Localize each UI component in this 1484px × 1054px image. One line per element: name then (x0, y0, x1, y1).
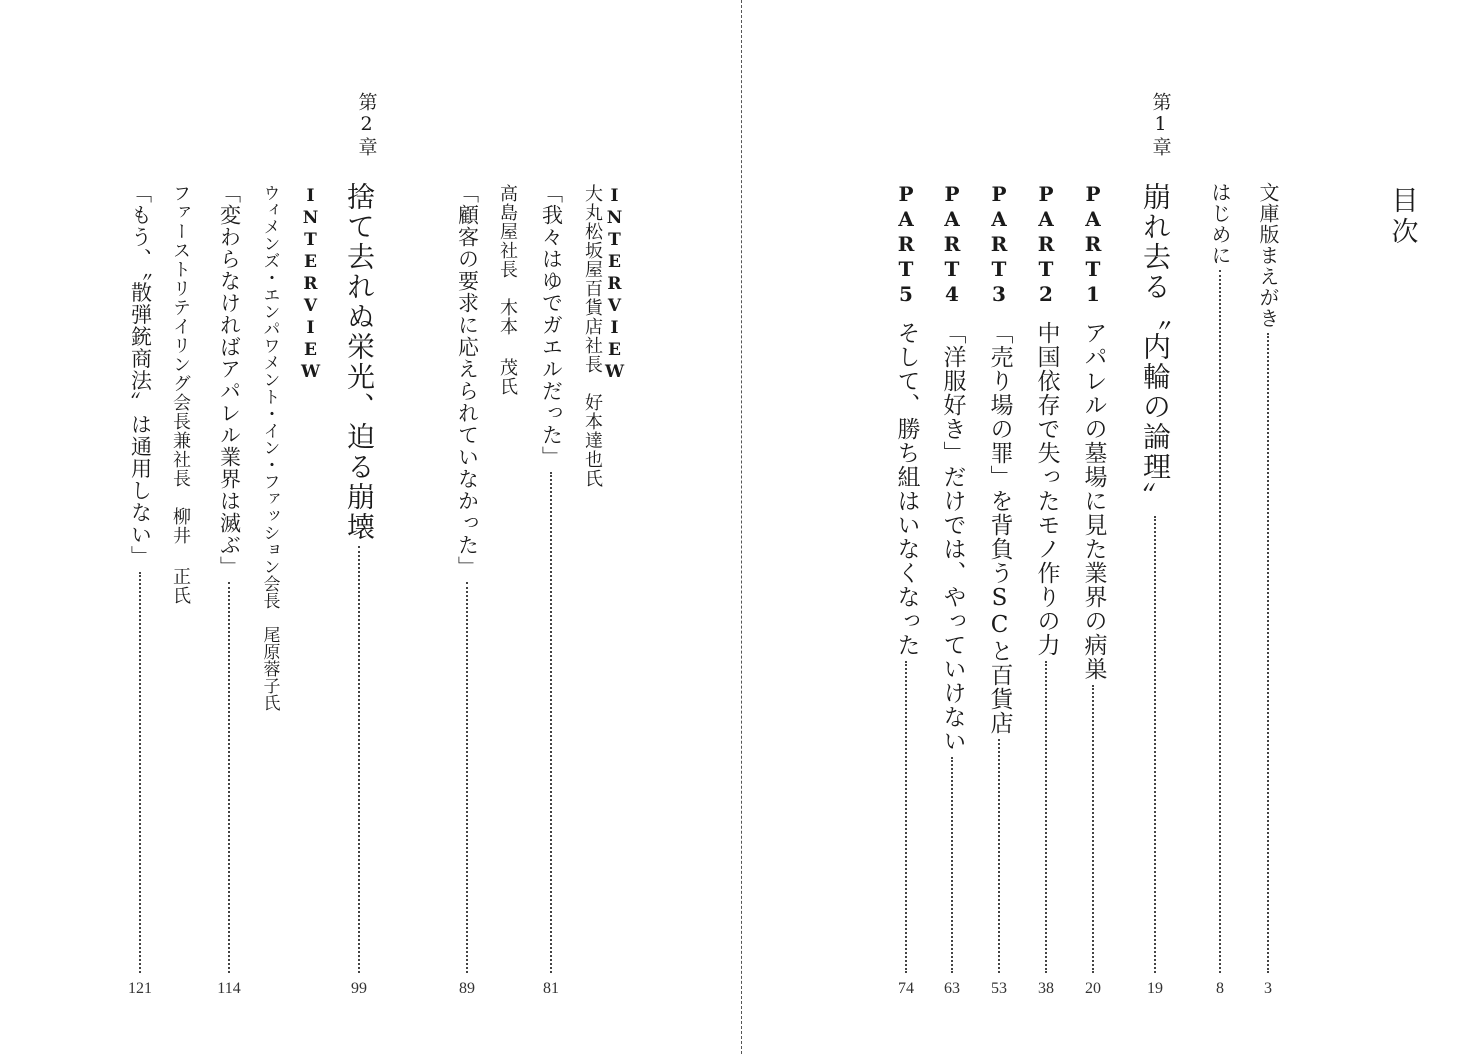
leader-dots (1045, 661, 1047, 973)
chapter1-entry[interactable] (1139, 182, 1172, 997)
part4-entry[interactable] (941, 182, 964, 997)
toc-heading: 目次 (1386, 186, 1418, 248)
part-title: 中国依存で失ったモノ作りの力 (1033, 321, 1060, 657)
page-number: 3 (1264, 980, 1272, 997)
leader-dots (550, 472, 552, 973)
part2-entry[interactable] (1035, 182, 1058, 997)
page-number: 114 (217, 980, 241, 997)
interview2-entry2[interactable]: 「もう、〝散弾銃商法〟は通用しない」 121 (128, 182, 153, 997)
interview2-label: INTERVIEW (300, 186, 321, 384)
page-number: 53 (991, 980, 1007, 997)
part-title: そして、勝ち組はいなくなった (893, 321, 920, 657)
maegaki-entry[interactable]: 文庫版まえがき 3 (1256, 182, 1280, 997)
leader-dots (1092, 685, 1094, 973)
part-label: PART4 (940, 182, 964, 307)
leader-dots (1219, 270, 1221, 973)
chapter2-label: 第2章 (355, 92, 378, 158)
part-title: 「洋服好き」だけでは、やっていけない (939, 321, 966, 753)
part-label: PART2 (1034, 182, 1058, 307)
leader-dots (905, 661, 907, 973)
page-number: 121 (128, 980, 152, 997)
page-number: 63 (944, 980, 960, 997)
hajimeni-entry[interactable]: はじめに 8 (1208, 182, 1232, 997)
page-number: 20 (1085, 980, 1101, 997)
part1-entry[interactable] (1082, 182, 1105, 997)
leader-dots (1154, 516, 1156, 973)
chapter1-label: 第1章 (1149, 92, 1172, 158)
leader-dots (466, 582, 468, 973)
part-label: PART1 (1081, 182, 1105, 307)
interview1-entry[interactable]: 「我々はゆでガエルだった」 81 (539, 182, 564, 997)
page-number: 99 (351, 980, 367, 997)
page-number: 8 (1216, 980, 1224, 997)
leader-dots (1267, 333, 1269, 973)
right-page (742, 0, 1484, 1054)
part-label: PART3 (987, 182, 1011, 307)
leader-dots (228, 582, 230, 973)
interview1-label: INTERVIEW (604, 186, 625, 384)
page-number: 19 (1147, 980, 1163, 997)
leader-dots (139, 572, 141, 974)
part3-entry[interactable] (988, 182, 1011, 997)
part-title: 「売り場の罪」を背負うSCと百貨店 (986, 321, 1013, 735)
leader-dots (358, 546, 360, 973)
part-title: アパレルの墓場に見た業界の病巣 (1080, 321, 1107, 681)
interview1-speaker2: 高島屋社長 木本 茂氏 (497, 184, 518, 396)
page-number: 81 (543, 980, 559, 997)
page-number: 38 (1038, 980, 1054, 997)
leader-dots (998, 739, 1000, 973)
part5-entry[interactable] (895, 182, 918, 997)
page-number: 89 (459, 980, 475, 997)
interview2-speaker2: ファーストリテイリング会長兼社長 柳井 正氏 (170, 184, 191, 605)
chapter2-entry[interactable] (343, 182, 376, 997)
chapter2-title: 捨て去れぬ栄光、迫る崩壊 (343, 182, 376, 542)
interview1-entry2[interactable]: 「顧客の要求に応えられていなかった」 89 (455, 182, 480, 997)
part-label: PART5 (894, 182, 918, 307)
leader-dots (951, 757, 953, 973)
interview2-speaker: ウィメンズ・エンパワメント・イン・ファッション会長 尾原蓉子氏 (259, 184, 280, 711)
page-number: 74 (898, 980, 914, 997)
chapter1-title: 崩れ去る〝内輪の論理〟 (1139, 182, 1172, 512)
interview2-entry[interactable]: 「変わらなければアパレル業界は滅ぶ」 114 (217, 182, 242, 997)
interview1-speaker: 大丸松坂屋百貨店社長 好本達也氏 (582, 184, 603, 488)
